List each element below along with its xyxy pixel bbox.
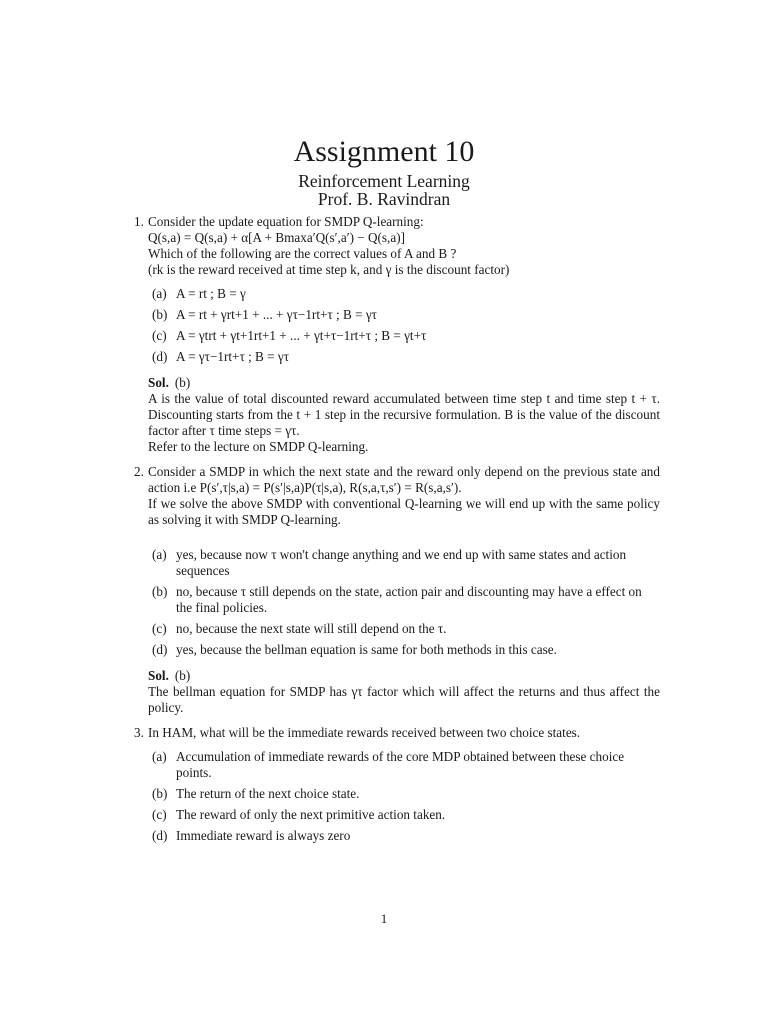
option-text: Accumulation of immediate rewards of the core MDP obtained between these choice points.	[176, 749, 625, 780]
questions-body	[134, 214, 660, 853]
option-d	[148, 642, 660, 658]
option-label: (d)	[152, 828, 168, 843]
solution-text: The bellman equation for SMDP has γτ factor which will affect the returns and thus affect the policy.	[148, 684, 660, 715]
options-list	[148, 547, 660, 658]
option-label: (a)	[152, 547, 167, 562]
question-stem: In HAM, what will be the immediate rewards received between two choice states.	[148, 725, 581, 740]
solution	[148, 375, 660, 455]
option-a	[148, 286, 660, 302]
option-label: (b)	[152, 584, 168, 599]
option-text: no, because the next state will still depend on the τ.	[176, 621, 447, 636]
solution	[148, 668, 660, 716]
option-text: The return of the next choice state.	[176, 786, 360, 801]
option-c	[148, 807, 660, 823]
option-text: yes, because the bellman equation is same for both methods in this case.	[176, 642, 557, 657]
question-number: 3.	[134, 725, 144, 740]
solution-text: A is the value of total discounted reward accumulated between time step t and time step t + τ. Discounting starts from the t + 1 step in the recursive formulation. B is the value of the discount factor after τ time steps = γτ.	[148, 391, 660, 438]
course-name: Reinforcement Learning	[298, 171, 470, 191]
option-text: The reward of only the next primitive action taken.	[176, 807, 446, 822]
option-label: (c)	[152, 621, 167, 636]
update-equation: Q(s,a) = Q(s,a) + α[A + Bmaxa′Q(s′,a′) − Q(s,a)]	[148, 230, 405, 245]
option-label: (d)	[152, 349, 168, 364]
option-c	[148, 621, 660, 637]
solution-label: Sol.	[148, 668, 169, 683]
document-header	[0, 132, 768, 208]
page-number: 1	[380, 911, 388, 926]
option-label: (b)	[152, 786, 168, 801]
option-text: no, because τ still depends on the state, action pair and discounting may have a effect on the final policies.	[176, 584, 642, 615]
option-label: (a)	[152, 286, 167, 301]
option-text: A = γτ−1rt+τ ; B = γτ	[176, 349, 289, 364]
option-b	[148, 786, 660, 802]
option-d	[148, 828, 660, 844]
option-text: A = rt ; B = γ	[176, 286, 246, 301]
option-text: A = rt + γrt+1 + ... + γτ−1rt+τ ; B = γτ	[176, 307, 377, 322]
option-a	[148, 749, 660, 781]
option-d	[148, 349, 660, 365]
question-number: 2.	[134, 464, 144, 479]
question-number: 1.	[134, 214, 144, 229]
solution-answer: (b)	[174, 375, 191, 390]
option-label: (c)	[152, 328, 167, 343]
solution-reference: Refer to the lecture on SMDP Q-learning.	[148, 439, 369, 454]
option-text: A = γtrt + γt+1rt+1 + ... + γt+τ−1rt+τ ; B = γt+τ	[176, 328, 427, 343]
question-prompt: Which of the following are the correct values of A and B ?	[148, 246, 457, 261]
question-stem: Consider the update equation for SMDP Q-learning:	[148, 214, 424, 229]
question-2	[134, 464, 660, 716]
option-label: (a)	[152, 749, 167, 764]
question-1	[134, 214, 660, 455]
option-label: (b)	[152, 307, 168, 322]
solution-label: Sol.	[148, 375, 169, 390]
question-stem: Consider a SMDP in which the next state and the reward only depend on the previous state and action i.e P(s′,τ|s,a) = P(s′|s,a)P(τ|s,a), R(s,a,τ,s′) = R(s,a,s′).	[148, 464, 660, 495]
options-list	[148, 286, 660, 365]
option-label: (d)	[152, 642, 168, 657]
option-a	[148, 547, 660, 579]
option-c	[148, 328, 660, 344]
question-stem-continued: If we solve the above SMDP with conventional Q-learning we will end up with the same policy as solving it with SMDP Q-learning.	[148, 496, 660, 527]
option-text: yes, because now τ won't change anything and we end up with same states and action sequences	[176, 547, 627, 578]
option-b	[148, 584, 660, 616]
option-b	[148, 307, 660, 323]
solution-answer: (b)	[174, 668, 191, 683]
assignment-title: Assignment 10	[293, 135, 475, 168]
question-3	[134, 725, 660, 844]
option-label: (c)	[152, 807, 167, 822]
question-note: (rk is the reward received at time step k, and γ is the discount factor)	[148, 262, 510, 277]
option-text: Immediate reward is always zero	[176, 828, 351, 843]
instructor-name: Prof. B. Ravindran	[317, 189, 451, 209]
options-list	[148, 749, 660, 844]
